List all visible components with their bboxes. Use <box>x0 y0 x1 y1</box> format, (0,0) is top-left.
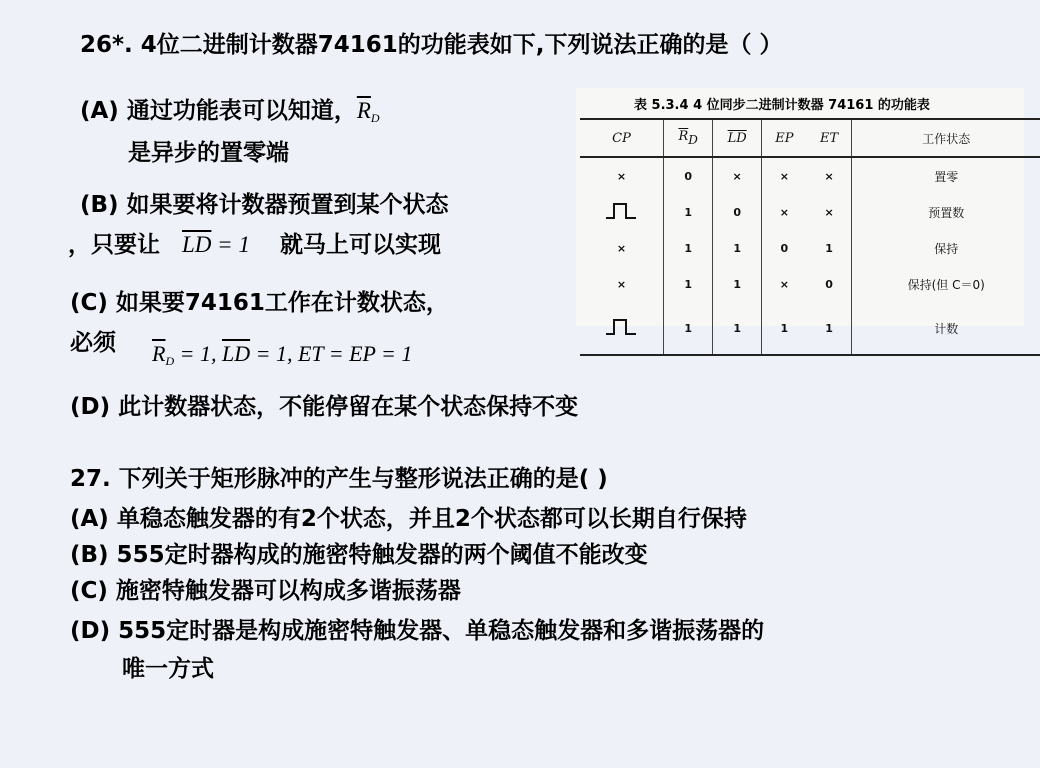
cell-ld: 1 <box>713 266 762 302</box>
q26-option-a-text: (A) 通过功能表可以知道， <box>80 98 357 124</box>
table-row <box>580 157 1040 194</box>
q27-option-b: (B) 555定时器构成的施密特触发器的两个阈值不能改变 <box>70 542 648 568</box>
cell-ld: × <box>713 157 762 194</box>
q27-option-d: (D) 555定时器是构成施密特触发器、单稳态触发器和多谐振荡器的 <box>70 618 765 644</box>
clock-pulse-icon <box>604 316 638 338</box>
cell-ld: 0 <box>713 194 762 230</box>
cell-et: 0 <box>807 266 852 302</box>
cell-ep: 1 <box>761 302 806 355</box>
table-caption: 表 5.3.4 4 位同步二进制计数器 74161 的功能表 <box>634 98 930 113</box>
table-header-row <box>580 119 1040 157</box>
cell-state: 保持 <box>934 241 959 256</box>
function-table <box>580 118 1040 356</box>
cell-state: 预置数 <box>928 205 965 220</box>
cell-rd: 1 <box>663 302 712 355</box>
ld-equation: $\overline{LD} = 1$ <box>182 232 250 257</box>
cell-rd: 1 <box>663 230 712 266</box>
cell-cp: × <box>580 266 663 302</box>
clock-pulse-icon <box>604 200 638 222</box>
cell-cp: × <box>580 157 663 194</box>
q27-title: 27. 下列关于矩形脉冲的产生与整形说法正确的是( ) <box>70 466 608 492</box>
table-row <box>580 302 1040 355</box>
cell-rd: 1 <box>663 266 712 302</box>
q27-option-a: (A) 单稳态触发器的有2个状态，并且2个状态都可以长期自行保持 <box>70 506 747 532</box>
q26-option-a <box>80 96 380 133</box>
q26-title: 26*. 4位二进制计数器74161的功能表如下,下列说法正确的是（ ） <box>80 32 783 58</box>
cell-ep: × <box>779 205 789 219</box>
cell-cp <box>580 302 663 355</box>
q26-option-c-line2-label: 必须 <box>70 330 116 356</box>
cell-ld: 1 <box>713 230 762 266</box>
q26-option-a-line2: 是异步的置零端 <box>128 140 289 166</box>
cell-et: 1 <box>807 302 852 355</box>
q26-option-b-line2: ，只要让 $\overline{LD} = 1$ 就马上可以实现 <box>68 232 441 258</box>
col-header-et: ET <box>807 119 852 157</box>
cell-ep: × <box>779 277 789 291</box>
q26-option-c-equation: $\overline{R}_D = 1$, $\overline{LD} = 1$, ET = EP = 1 <box>152 341 413 368</box>
q26-option-b: (B) 如果要将计数器预置到某个状态 <box>80 192 449 218</box>
q27-option-d-line2: 唯一方式 <box>122 656 214 682</box>
table-row <box>580 194 1040 230</box>
cell-state: 保持(但 C＝0) <box>907 277 985 292</box>
q27-option-c: (C) 施密特触发器可以构成多谐振荡器 <box>70 578 461 604</box>
cell-ep: 0 <box>780 241 789 255</box>
col-header-cp: CP <box>580 119 663 157</box>
cell-cp <box>580 194 663 230</box>
cell-ep: × <box>779 169 789 183</box>
col-header-state: 工作状态 <box>852 119 1040 157</box>
cell-state: 计数 <box>852 302 1040 355</box>
table-row <box>580 230 1040 266</box>
cell-et: × <box>807 194 852 230</box>
cell-rd: 1 <box>663 194 712 230</box>
col-header-rd: $\overline{R}D$ <box>663 119 712 157</box>
q26-option-c: (C) 如果要74161工作在计数状态， <box>70 290 449 316</box>
q26-option-d: (D) 此计数器状态，不能停留在某个状态保持不变 <box>70 394 579 420</box>
function-table-figure <box>576 88 1024 336</box>
cell-et: 1 <box>807 230 852 266</box>
col-header-ep: EP <box>761 119 806 157</box>
rd-symbol: $\overline{R}_D$ <box>356 98 380 125</box>
cell-cp: × <box>580 230 663 266</box>
cell-et: × <box>807 157 852 194</box>
table-row <box>580 266 1040 302</box>
cell-ld: 1 <box>713 302 762 355</box>
cell-state: 置零 <box>934 169 959 184</box>
col-header-ld: $\overline{LD}$ <box>713 119 762 157</box>
cell-rd: 0 <box>663 157 712 194</box>
